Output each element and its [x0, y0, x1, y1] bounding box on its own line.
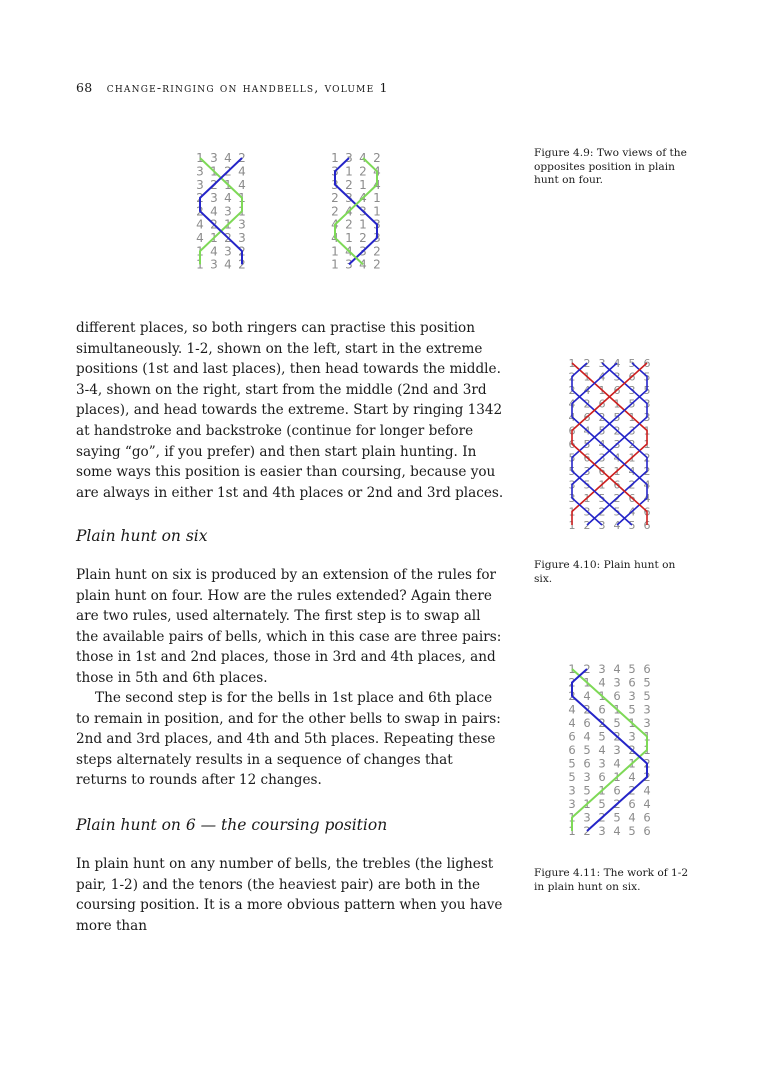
figure-4-9-opposites-diagram: [185, 148, 405, 276]
fig9-left-digit: 3: [224, 204, 232, 219]
fig11-digit: 6: [628, 675, 636, 690]
fig10-digit: 3: [598, 356, 606, 370]
fig10-digit: 3: [583, 505, 591, 519]
fig9-right-digit: 1: [331, 244, 339, 259]
fig9-left-digit: 3: [210, 151, 218, 166]
fig10-digit: 2: [613, 424, 621, 438]
fig10-digit: 4: [643, 478, 651, 492]
fig9-right-bell-3-path: [335, 158, 377, 264]
fig11-digit: 1: [613, 702, 621, 717]
fig11-digit: 4: [613, 756, 621, 771]
fig11-digit: 3: [583, 770, 591, 785]
fig10-digit: 1: [568, 356, 576, 370]
fig10-digit: 6: [628, 491, 636, 505]
fig11-digit: 2: [628, 783, 636, 798]
fig9-right-digit: 4: [331, 217, 339, 232]
fig10-digit: 3: [613, 370, 621, 384]
fig10-digit: 4: [613, 451, 621, 465]
fig11-digit: 6: [643, 810, 651, 825]
figure-4-10-caption: Figure 4.10: Plain hunt on six.: [534, 559, 676, 585]
fig10-digit: 4: [643, 491, 651, 505]
fig10-digit: 4: [613, 356, 621, 370]
fig11-digit: 2: [628, 743, 636, 758]
fig9-right-digit: 3: [345, 191, 353, 206]
fig9-left-digit: 1: [224, 217, 232, 232]
fig10-digit: 5: [643, 370, 651, 384]
fig10-digit: 1: [628, 410, 636, 424]
fig10-digit: 3: [568, 478, 576, 492]
fig11-digit: 3: [598, 662, 606, 677]
fig11-digit: 1: [643, 729, 651, 744]
fig10-digit: 6: [628, 370, 636, 384]
fig11-digit: 1: [583, 797, 591, 812]
fig11-digit: 3: [613, 675, 621, 690]
fig9-left-digit: 4: [210, 204, 218, 219]
fig11-digit: 5: [628, 824, 636, 839]
fig9-left-digit: 4: [196, 231, 204, 245]
fig9-right-digit: 4: [359, 191, 367, 206]
fig11-digit: 3: [643, 716, 651, 731]
paragraph-coursing: In plain hunt on any number of bells, the trebles (the lighest pair, 1-2) and the tenors (the heaviest pair) are both in the coursing position. It is a more obvious pattern when you have more than: [76, 856, 503, 934]
fig9-right-digit: 3: [345, 257, 353, 272]
fig11-digit: 6: [583, 756, 591, 771]
fig11-digit: 6: [598, 770, 606, 785]
fig9-left-digit: 4: [210, 244, 218, 259]
fig11-digit: 5: [568, 756, 576, 771]
fig9-right-digit: 1: [359, 217, 367, 232]
fig11-digit: 2: [583, 824, 591, 839]
fig11-digit: 4: [583, 689, 591, 704]
fig10-digit: 6: [613, 383, 621, 397]
fig11-digit: 2: [583, 662, 591, 677]
fig9-left-bell-2-path: [200, 158, 242, 264]
fig11-digit: 4: [643, 797, 651, 812]
section-heading-plain-hunt-six: Plain hunt on six: [76, 527, 208, 545]
fig9-right-digit: 1: [345, 231, 353, 245]
fig9-left-digit: 4: [196, 217, 204, 232]
fig10-digit: 3: [583, 464, 591, 478]
fig11-digit: 4: [598, 675, 606, 690]
fig9-left-digit: 4: [224, 151, 232, 166]
fig10-digit: 2: [598, 410, 606, 424]
fig9-left-digit: 4: [224, 191, 232, 206]
fig9-right-digit: 1: [331, 151, 339, 166]
fig10-digit: 1: [598, 383, 606, 397]
fig11-digit: 2: [643, 770, 651, 785]
fig9-left-digit: 1: [196, 257, 204, 272]
fig10-digit: 2: [583, 397, 591, 411]
fig10-digit: 1: [628, 451, 636, 465]
fig11-digit: 1: [568, 824, 576, 839]
fig10-digit: 5: [613, 505, 621, 519]
fig9-right-digit: 4: [331, 231, 339, 245]
fig9-left-digit: 1: [210, 164, 218, 179]
fig10-digit: 4: [583, 383, 591, 397]
fig11-digit: 5: [583, 743, 591, 758]
fig10-digit: 2: [568, 383, 576, 397]
fig10-digit: 4: [628, 464, 636, 478]
fig11-digit: 5: [598, 797, 606, 812]
fig10-digit: 6: [598, 464, 606, 478]
fig9-left-digit: 1: [238, 204, 246, 219]
fig11-digit: 5: [643, 689, 651, 704]
fig11-digit: 4: [583, 729, 591, 744]
fig10-digit: 5: [583, 437, 591, 451]
fig10-digit: 2: [643, 451, 651, 465]
fig11-digit: 5: [628, 702, 636, 717]
fig10-digit: 6: [643, 356, 651, 370]
fig9-left-digit: 3: [210, 191, 218, 206]
fig9-left-digit: 3: [238, 231, 246, 245]
fig9-left-digit: 3: [210, 257, 218, 272]
fig9-left-digit: 1: [210, 231, 218, 245]
fig9-left-digit: 2: [210, 177, 218, 192]
fig9-right-digit: 2: [373, 151, 381, 166]
figure-4-11-caption: Figure 4.11: The work of 1-2 in plain hunt on six.: [534, 867, 689, 893]
fig10-digit: 6: [643, 518, 651, 532]
page-number: 68: [76, 80, 93, 95]
fig9-left-digit: 4: [238, 177, 246, 192]
fig9-right-digit: 2: [345, 217, 353, 232]
fig10-digit: 5: [598, 491, 606, 505]
fig10-digit: 4: [598, 437, 606, 451]
fig10-digit: 6: [583, 410, 591, 424]
fig9-right-digit: 4: [359, 257, 367, 272]
running-header: [76, 80, 389, 95]
fig10-digit: 3: [598, 518, 606, 532]
fig9-left-digit: 2: [196, 191, 204, 206]
fig9-left-digit: 2: [196, 204, 204, 219]
paragraph-opposites: different places, so both ringers can practise this position simultaneously. 1-2, shown on the left, start in the extreme positions (1st and last places), then head towards the middle. 3-4, shown on the right, start from the middle (2nd and 3rd places), and head towards the extreme. Start by ringing 1342 at handstroke and backstroke (continue for longer before saying “go”, if you prefer) and then start plain hunting. In some ways this position is easier than coursing, because you are always in either 1st and 4th places or 2nd and 3rd places.: [76, 320, 504, 501]
fig10-digit: 1: [568, 518, 576, 532]
fig9-right-digit: 2: [373, 257, 381, 272]
fig10-digit: 4: [568, 410, 576, 424]
fig9-left-digit: 1: [196, 151, 204, 166]
fig10-digit: 3: [643, 410, 651, 424]
fig11-digit: 4: [598, 743, 606, 758]
fig9-left-bell-1-path: [200, 158, 242, 264]
figure-4-10-plain-hunt-diagram: [560, 354, 660, 534]
fig10-digit: 2: [583, 356, 591, 370]
fig11-digit: 2: [598, 716, 606, 731]
fig11-digit: 5: [643, 675, 651, 690]
fig10-digit: 6: [613, 478, 621, 492]
figure-4-11-work-of-1-2-diagram: [560, 660, 660, 840]
fig9-right-digit: 3: [373, 217, 381, 232]
figure-4-9-caption: Figure 4.9: Two views of the opposites position in plain hunt on four.: [534, 147, 687, 187]
fig11-digit: 3: [598, 756, 606, 771]
fig9-left-digit: 3: [238, 217, 246, 232]
fig9-left-digit: 2: [210, 217, 218, 232]
fig11-digit: 4: [628, 810, 636, 825]
fig11-digit: 1: [628, 716, 636, 731]
fig9-left-digit: 2: [224, 164, 232, 179]
fig11-digit: 3: [628, 729, 636, 744]
fig10-digit: 1: [643, 424, 651, 438]
fig11-digit: 6: [568, 729, 576, 744]
fig11-digit: 6: [643, 824, 651, 839]
fig9-right-digit: 4: [373, 177, 381, 192]
fig10-digit: 6: [598, 397, 606, 411]
fig11-digit: 1: [598, 689, 606, 704]
fig9-right-digit: 2: [331, 204, 339, 219]
fig11-digit: 6: [613, 689, 621, 704]
fig10-digit: 5: [628, 397, 636, 411]
fig9-left-digit: 4: [224, 257, 232, 272]
fig9-left-digit: 2: [224, 231, 232, 245]
fig11-digit: 5: [628, 662, 636, 677]
fig11-digit: 6: [613, 783, 621, 798]
fig11-digit: 4: [613, 824, 621, 839]
paragraph-rules: Plain hunt on six is produced by an extension of the rules for plain hunt on four. How are the rules extended? Again there are two rules, used alternately. The first step is to swap all the available pairs of bells, which in this case are three pairs: those in 1st and 2nd places, those in 3rd and 4th places, and those in 5th and 6th places.: [76, 567, 502, 686]
fig11-digit: 3: [643, 702, 651, 717]
fig11-digit: 1: [568, 662, 576, 677]
fig10-digit: 1: [598, 478, 606, 492]
fig9-right-digit: 2: [373, 244, 381, 259]
fig11-digit: 4: [613, 662, 621, 677]
fig11-digit: 3: [628, 689, 636, 704]
fig10-digit: 5: [583, 478, 591, 492]
fig11-digit: 3: [598, 824, 606, 839]
fig10-digit: 5: [628, 518, 636, 532]
fig9-right-digit: 1: [373, 204, 381, 219]
fig9-right-digit: 2: [359, 231, 367, 245]
fig10-digit: 6: [568, 437, 576, 451]
fig10-digit: 3: [598, 451, 606, 465]
fig11-digit: 2: [613, 797, 621, 812]
fig11-digit: 1: [583, 675, 591, 690]
fig9-right-digit: 3: [331, 164, 339, 179]
fig11-digit: 5: [568, 770, 576, 785]
fig9-left-digit: 3: [224, 244, 232, 259]
fig10-digit: 3: [628, 424, 636, 438]
fig9-right-digit: 4: [359, 151, 367, 166]
fig11-digit: 5: [613, 810, 621, 825]
fig11-digit: 1: [598, 783, 606, 798]
fig11-digit: 2: [583, 702, 591, 717]
fig11-digit: 4: [568, 702, 576, 717]
fig9-left-digit: 2: [238, 244, 246, 259]
fig10-digit: 5: [643, 383, 651, 397]
fig11-digit: 3: [613, 743, 621, 758]
fig10-digit: 4: [628, 505, 636, 519]
fig11-digit: 1: [568, 810, 576, 825]
fig10-digit: 2: [583, 518, 591, 532]
fig11-digit: 3: [568, 783, 576, 798]
fig11-digit: 5: [613, 716, 621, 731]
fig9-right-digit: 3: [331, 177, 339, 192]
fig10-digit: 4: [568, 397, 576, 411]
fig11-digit: 1: [613, 770, 621, 785]
fig11-digit: 1: [628, 756, 636, 771]
fig10-digit: 4: [598, 370, 606, 384]
fig10-digit: 4: [613, 518, 621, 532]
fig10-digit: 3: [643, 397, 651, 411]
fig11-digit: 2: [613, 729, 621, 744]
fig9-left-digit: 1: [196, 244, 204, 259]
fig9-right-digit: 3: [359, 244, 367, 259]
fig10-digit: 2: [643, 464, 651, 478]
fig10-digit: 5: [568, 451, 576, 465]
fig9-right-digit: 3: [359, 204, 367, 219]
fig11-digit: 1: [643, 743, 651, 758]
fig10-digit: 2: [598, 505, 606, 519]
fig9-right-digit: 3: [345, 151, 353, 166]
fig9-right-digit: 4: [345, 244, 353, 259]
fig10-digit: 4: [583, 424, 591, 438]
fig10-digit: 5: [628, 356, 636, 370]
fig9-left-digit: 2: [238, 151, 246, 166]
fig11-digit: 5: [583, 783, 591, 798]
fig10-digit: 1: [613, 397, 621, 411]
fig10-digit: 3: [613, 437, 621, 451]
fig10-digit: 6: [643, 505, 651, 519]
fig9-right-digit: 2: [345, 177, 353, 192]
fig9-left-digit: 3: [196, 177, 204, 192]
fig10-digit: 6: [583, 451, 591, 465]
fig10-digit: 2: [628, 437, 636, 451]
fig9-right-digit: 2: [359, 164, 367, 179]
fig9-right-bell-4-path: [335, 158, 377, 264]
fig11-digit: 4: [568, 716, 576, 731]
fig9-left-digit: 3: [196, 164, 204, 179]
fig9-right-digit: 3: [373, 231, 381, 245]
fig11-digit: 2: [568, 675, 576, 690]
fig10-digit: 2: [568, 370, 576, 384]
fig10-digit: 1: [583, 370, 591, 384]
fig9-right-digit: 4: [373, 164, 381, 179]
fig11-digit: 2: [568, 689, 576, 704]
fig9-left-digit: 1: [224, 177, 232, 192]
fig9-right-digit: 2: [331, 191, 339, 206]
fig10-digit: 1: [583, 491, 591, 505]
fig10-digit: 2: [628, 478, 636, 492]
fig9-right-digit: 4: [345, 204, 353, 219]
fig10-digit: 1: [613, 464, 621, 478]
fig11-digit: 6: [643, 662, 651, 677]
fig11-digit: 6: [583, 716, 591, 731]
fig10-digit: 1: [568, 505, 576, 519]
fig10-digit: 6: [568, 424, 576, 438]
fig9-left-digit: 2: [238, 257, 246, 272]
fig11-digit: 4: [628, 770, 636, 785]
fig11-digit: 6: [568, 743, 576, 758]
fig11-digit: 2: [598, 810, 606, 825]
fig11-digit: 2: [643, 756, 651, 771]
fig11-digit: 3: [583, 810, 591, 825]
fig10-digit: 2: [613, 491, 621, 505]
fig10-digit: 5: [613, 410, 621, 424]
running-title: change-ringing on handbells, volume 1: [106, 80, 389, 95]
fig10-digit: 5: [598, 424, 606, 438]
fig11-digit: 5: [598, 729, 606, 744]
fig10-digit: 5: [568, 464, 576, 478]
section-heading-coursing-position: Plain hunt on 6 — the coursing position: [76, 816, 388, 834]
fig11-digit: 6: [628, 797, 636, 812]
fig11-digit: 4: [643, 783, 651, 798]
fig10-digit: 1: [643, 437, 651, 451]
fig10-digit: 3: [568, 491, 576, 505]
fig9-right-digit: 1: [359, 177, 367, 192]
fig10-digit: 3: [628, 383, 636, 397]
fig9-right-digit: 1: [345, 164, 353, 179]
fig11-digit: 3: [568, 797, 576, 812]
fig9-left-digit: 1: [238, 191, 246, 206]
fig9-left-digit: 4: [238, 164, 246, 179]
paragraph-second-step: The second step is for the bells in 1st place and 6th place to remain in position, and for the other bells to swap in pairs: 2nd and 3rd places, and 4th and 5th places. Repeating these steps alternately results in a sequence of changes that returns to rounds after 12 changes.: [76, 690, 501, 789]
fig9-right-digit: 1: [331, 257, 339, 272]
fig11-digit: 6: [598, 702, 606, 717]
fig9-right-digit: 1: [373, 191, 381, 206]
